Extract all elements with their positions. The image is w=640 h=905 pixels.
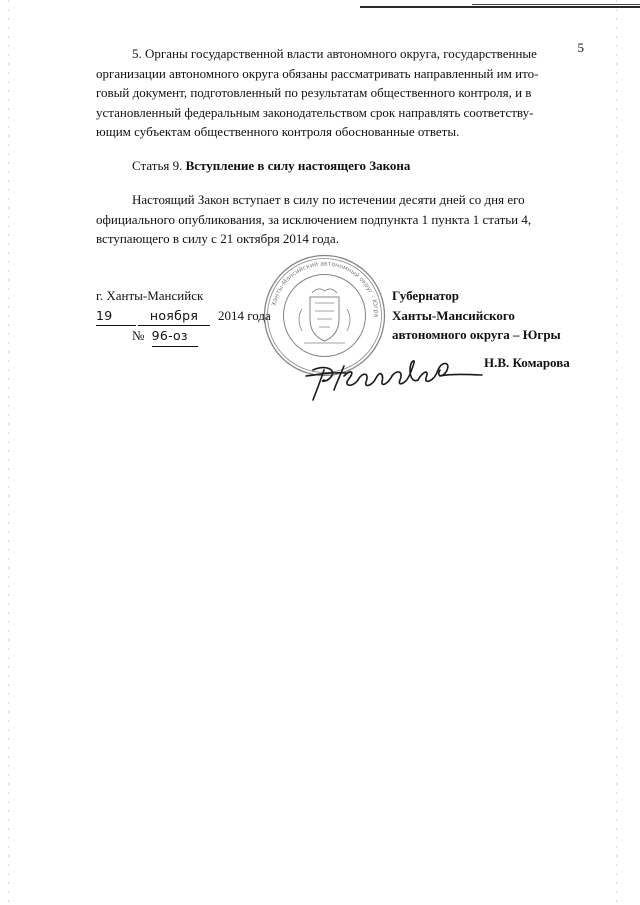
seal-text: Ханты-Мансийский автономный округ - Югра (270, 260, 380, 318)
clause-line: ющим субъектам общественного контроля обоснованные ответы. (96, 124, 460, 139)
signing-date (96, 306, 271, 327)
clause-line: установленный федеральным законодательством срок направлять соответству- (96, 104, 534, 120)
signing-city: г. Ханты-Мансийск (96, 288, 204, 303)
article-9-heading (132, 158, 410, 174)
clause-line: организации автономного округа обязаны рассматривать направленный им ито- (96, 65, 539, 81)
law-number-line (96, 326, 271, 347)
clause-line: 5. Органы государственной власти автономного округа, государственные (132, 46, 537, 61)
scan-artifact-line (360, 6, 640, 8)
governor-name: Н.В. Комарова (484, 355, 570, 370)
article-title: Вступление в силу настоящего Закона (185, 158, 411, 173)
page-number: 5 (577, 40, 584, 55)
governor-title-line: автономного округа – Югры (392, 327, 561, 342)
number-label: № (132, 328, 145, 343)
scan-edge-noise (616, 0, 617, 905)
clause-line: говый документ, подготовленный по результатам общественного контроля, и в (96, 85, 532, 100)
handwritten-signature (286, 340, 486, 402)
scan-edge-noise (8, 0, 9, 905)
governor-title-line: Губернатор (392, 288, 460, 303)
signing-details (96, 286, 271, 347)
governor-title (392, 286, 561, 345)
article-line: официального опубликования, за исключением подпункта 1 пункта 1 статьи 4, (96, 211, 532, 227)
signing-year: 2014 года (218, 307, 271, 323)
governor-title-line: Ханты-Мансийского (392, 307, 515, 323)
scan-artifact-line (472, 4, 640, 5)
article-prefix: Статья 9. (132, 158, 183, 173)
law-number: 96-оз (152, 326, 198, 347)
article-line: вступающего в силу с 21 октября 2014 года. (96, 231, 339, 246)
signing-day: 19 (96, 306, 136, 327)
article-9-body (96, 190, 580, 249)
article-line: Настоящий Закон вступает в силу по истечении десяти дней со дня его (132, 192, 525, 207)
signing-month: ноября (138, 306, 210, 327)
clause-5 (96, 44, 580, 142)
